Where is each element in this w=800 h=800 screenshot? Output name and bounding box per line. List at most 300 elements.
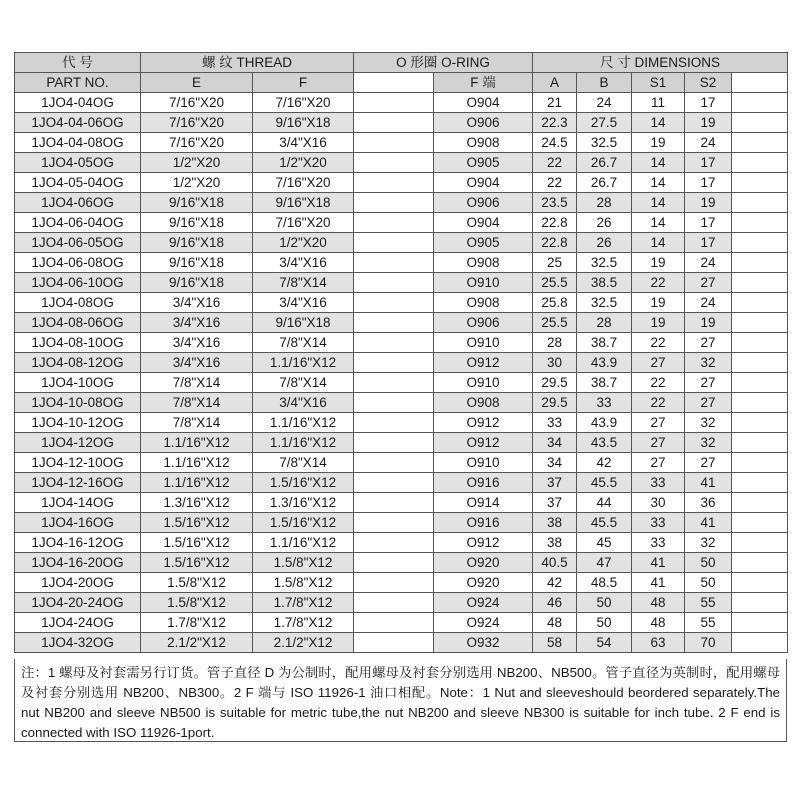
cell-part-no: 1JO4-12OG — [15, 433, 141, 453]
cell-dim-s1: 33 — [632, 533, 685, 553]
table-row — [15, 193, 788, 213]
cell-dim-s2: 32 — [685, 533, 732, 553]
spec-table-body — [15, 93, 788, 653]
header-b: B — [577, 73, 632, 93]
cell-oring: O904 — [434, 173, 533, 193]
cell-dim-a: 40.5 — [533, 553, 577, 573]
table-row — [15, 553, 788, 573]
cell-blank — [732, 553, 788, 573]
cell-thread-f: 1.1/16"X12 — [253, 413, 354, 433]
cell-dim-a: 46 — [533, 593, 577, 613]
cell-part-no: 1JO4-20OG — [15, 573, 141, 593]
cell-blank — [354, 413, 434, 433]
cell-blank — [732, 493, 788, 513]
cell-oring: O920 — [434, 573, 533, 593]
cell-oring: O912 — [434, 413, 533, 433]
cell-part-no: 1JO4-04-08OG — [15, 133, 141, 153]
cell-part-no: 1JO4-16OG — [15, 513, 141, 533]
cell-blank — [732, 133, 788, 153]
header-s2: S2 — [685, 73, 732, 93]
cell-dim-s2: 32 — [685, 353, 732, 373]
cell-blank — [354, 453, 434, 473]
cell-oring: O908 — [434, 393, 533, 413]
cell-dim-s2: 24 — [685, 133, 732, 153]
cell-part-no: 1JO4-06OG — [15, 193, 141, 213]
cell-dim-s2: 50 — [685, 553, 732, 573]
cell-thread-f: 1.5/16"X12 — [253, 513, 354, 533]
cell-part-no: 1JO4-05-04OG — [15, 173, 141, 193]
cell-oring: O910 — [434, 453, 533, 473]
cell-dim-a: 25.5 — [533, 273, 577, 293]
cell-thread-f: 7/16"X20 — [253, 213, 354, 233]
cell-blank — [354, 193, 434, 213]
header-a: A — [533, 73, 577, 93]
cell-dim-s1: 19 — [632, 313, 685, 333]
cell-thread-e: 9/16"X18 — [141, 253, 253, 273]
cell-part-no: 1JO4-06-04OG — [15, 213, 141, 233]
cell-blank — [354, 293, 434, 313]
cell-blank — [732, 473, 788, 493]
cell-thread-e: 7/8"X14 — [141, 393, 253, 413]
cell-dim-s1: 30 — [632, 493, 685, 513]
table-row — [15, 453, 788, 473]
cell-blank — [354, 613, 434, 633]
cell-dim-s2: 50 — [685, 573, 732, 593]
cell-dim-a: 28 — [533, 333, 577, 353]
cell-thread-f: 2.1/2"X12 — [253, 633, 354, 653]
cell-dim-s2: 27 — [685, 273, 732, 293]
cell-blank — [732, 273, 788, 293]
cell-dim-s1: 19 — [632, 133, 685, 153]
cell-blank — [732, 533, 788, 553]
table-row — [15, 593, 788, 613]
cell-part-no: 1JO4-05OG — [15, 153, 141, 173]
cell-dim-s2: 19 — [685, 193, 732, 213]
cell-oring: O910 — [434, 333, 533, 353]
cell-dim-s2: 32 — [685, 413, 732, 433]
cell-part-no: 1JO4-10-12OG — [15, 413, 141, 433]
cell-thread-f: 1.1/16"X12 — [253, 433, 354, 453]
cell-thread-f: 1.7/8"X12 — [253, 613, 354, 633]
cell-dim-s1: 33 — [632, 513, 685, 533]
cell-thread-f: 1.1/16"X12 — [253, 353, 354, 373]
cell-blank — [354, 133, 434, 153]
cell-dim-s1: 14 — [632, 233, 685, 253]
table-row — [15, 253, 788, 273]
table-row — [15, 393, 788, 413]
cell-blank — [732, 93, 788, 113]
cell-oring: O908 — [434, 253, 533, 273]
cell-dim-b: 26 — [577, 233, 632, 253]
cell-dim-s2: 17 — [685, 93, 732, 113]
cell-dim-b: 45.5 — [577, 513, 632, 533]
cell-oring: O912 — [434, 433, 533, 453]
cell-thread-e: 1.5/16"X12 — [141, 513, 253, 533]
cell-blank — [354, 593, 434, 613]
cell-thread-e: 9/16"X18 — [141, 213, 253, 233]
cell-dim-a: 22 — [533, 153, 577, 173]
cell-blank — [354, 533, 434, 553]
cell-part-no: 1JO4-06-08OG — [15, 253, 141, 273]
table-row — [15, 213, 788, 233]
cell-thread-e: 1.5/16"X12 — [141, 553, 253, 573]
cell-dim-b: 45.5 — [577, 473, 632, 493]
cell-blank — [732, 253, 788, 273]
cell-dim-a: 22.3 — [533, 113, 577, 133]
table-row — [15, 313, 788, 333]
cell-thread-e: 1/2"X20 — [141, 173, 253, 193]
cell-part-no: 1JO4-32OG — [15, 633, 141, 653]
header-f-end: F 端 — [434, 73, 533, 93]
header-dimensions: 尺 寸 DIMENSIONS — [533, 53, 788, 73]
cell-dim-b: 32.5 — [577, 133, 632, 153]
cell-thread-e: 1.7/8"X12 — [141, 613, 253, 633]
cell-thread-e: 7/16"X20 — [141, 113, 253, 133]
cell-dim-s2: 27 — [685, 333, 732, 353]
table-row — [15, 113, 788, 133]
cell-thread-f: 7/8"X14 — [253, 373, 354, 393]
cell-thread-f: 7/8"X14 — [253, 453, 354, 473]
cell-blank — [732, 153, 788, 173]
cell-thread-e: 3/4"X16 — [141, 293, 253, 313]
header-thread: 螺 纹 THREAD — [141, 53, 354, 73]
cell-blank — [354, 113, 434, 133]
table-row — [15, 473, 788, 493]
header-e: E — [141, 73, 253, 93]
cell-oring: O914 — [434, 493, 533, 513]
table-row — [15, 133, 788, 153]
cell-oring: O912 — [434, 533, 533, 553]
cell-thread-e: 1.1/16"X12 — [141, 473, 253, 493]
cell-thread-f: 1.1/16"X12 — [253, 533, 354, 553]
cell-oring: O916 — [434, 513, 533, 533]
cell-thread-e: 7/8"X14 — [141, 413, 253, 433]
cell-dim-s2: 32 — [685, 433, 732, 453]
cell-dim-s1: 27 — [632, 353, 685, 373]
cell-dim-s2: 24 — [685, 293, 732, 313]
cell-dim-a: 58 — [533, 633, 577, 653]
header-code-cn: 代 号 — [15, 53, 141, 73]
cell-oring: O906 — [434, 193, 533, 213]
cell-oring: O904 — [434, 93, 533, 113]
cell-oring: O910 — [434, 273, 533, 293]
cell-oring: O920 — [434, 553, 533, 573]
cell-dim-s2: 36 — [685, 493, 732, 513]
cell-blank — [732, 333, 788, 353]
cell-dim-s2: 55 — [685, 613, 732, 633]
cell-thread-f: 7/8"X14 — [253, 273, 354, 293]
cell-blank — [354, 93, 434, 113]
cell-dim-a: 25.8 — [533, 293, 577, 313]
cell-dim-s1: 14 — [632, 113, 685, 133]
cell-thread-e: 1.5/8"X12 — [141, 593, 253, 613]
cell-dim-s1: 22 — [632, 373, 685, 393]
cell-dim-b: 42 — [577, 453, 632, 473]
table-row — [15, 513, 788, 533]
cell-dim-s1: 19 — [632, 293, 685, 313]
cell-thread-f: 3/4"X16 — [253, 393, 354, 413]
cell-blank — [732, 453, 788, 473]
cell-blank — [732, 633, 788, 653]
cell-dim-a: 22.8 — [533, 213, 577, 233]
cell-dim-s1: 48 — [632, 613, 685, 633]
cell-dim-b: 50 — [577, 613, 632, 633]
cell-thread-e: 9/16"X18 — [141, 273, 253, 293]
cell-dim-a: 21 — [533, 93, 577, 113]
table-row — [15, 493, 788, 513]
cell-part-no: 1JO4-04OG — [15, 93, 141, 113]
cell-blank — [732, 373, 788, 393]
cell-dim-b: 50 — [577, 593, 632, 613]
cell-blank — [354, 633, 434, 653]
cell-oring: O908 — [434, 293, 533, 313]
cell-dim-s1: 11 — [632, 93, 685, 113]
cell-blank — [732, 213, 788, 233]
cell-blank — [732, 513, 788, 533]
cell-dim-s1: 27 — [632, 433, 685, 453]
cell-blank — [354, 373, 434, 393]
cell-blank — [732, 393, 788, 413]
cell-dim-s2: 17 — [685, 153, 732, 173]
cell-part-no: 1JO4-14OG — [15, 493, 141, 513]
cell-blank — [732, 113, 788, 133]
cell-blank — [732, 313, 788, 333]
cell-part-no: 1JO4-08-10OG — [15, 333, 141, 353]
cell-dim-a: 33 — [533, 413, 577, 433]
cell-thread-e: 7/8"X14 — [141, 373, 253, 393]
table-row — [15, 633, 788, 653]
cell-thread-e: 7/16"X20 — [141, 93, 253, 113]
cell-dim-a: 23.5 — [533, 193, 577, 213]
cell-dim-s2: 41 — [685, 473, 732, 493]
cell-oring: O912 — [434, 353, 533, 373]
table-row — [15, 273, 788, 293]
cell-dim-a: 25 — [533, 253, 577, 273]
cell-dim-s2: 19 — [685, 313, 732, 333]
table-row — [15, 533, 788, 553]
cell-blank — [354, 273, 434, 293]
cell-oring: O904 — [434, 213, 533, 233]
cell-part-no: 1JO4-06-05OG — [15, 233, 141, 253]
cell-thread-f: 1.5/8"X12 — [253, 553, 354, 573]
cell-dim-s1: 14 — [632, 193, 685, 213]
table-row — [15, 233, 788, 253]
cell-part-no: 1JO4-12-10OG — [15, 453, 141, 473]
cell-dim-s2: 27 — [685, 373, 732, 393]
table-row — [15, 293, 788, 313]
cell-dim-s1: 22 — [632, 393, 685, 413]
cell-thread-e: 3/4"X16 — [141, 333, 253, 353]
table-row — [15, 613, 788, 633]
cell-thread-e: 1/2"X20 — [141, 153, 253, 173]
cell-part-no: 1JO4-24OG — [15, 613, 141, 633]
cell-dim-s2: 17 — [685, 213, 732, 233]
cell-dim-b: 32.5 — [577, 253, 632, 273]
cell-dim-s1: 63 — [632, 633, 685, 653]
header-oring: O 形圈 O-RING — [354, 53, 533, 73]
cell-dim-a: 22.8 — [533, 233, 577, 253]
cell-dim-s2: 24 — [685, 253, 732, 273]
cell-oring: O916 — [434, 473, 533, 493]
cell-dim-a: 22 — [533, 173, 577, 193]
cell-thread-f: 3/4"X16 — [253, 133, 354, 153]
cell-oring: O924 — [434, 593, 533, 613]
cell-dim-a: 34 — [533, 433, 577, 453]
cell-blank — [354, 253, 434, 273]
cell-blank — [354, 333, 434, 353]
cell-blank — [354, 353, 434, 373]
table-row — [15, 413, 788, 433]
cell-dim-s1: 22 — [632, 333, 685, 353]
cell-dim-b: 38.7 — [577, 333, 632, 353]
cell-dim-b: 48.5 — [577, 573, 632, 593]
table-row — [15, 173, 788, 193]
cell-dim-a: 30 — [533, 353, 577, 373]
cell-dim-b: 47 — [577, 553, 632, 573]
cell-oring: O924 — [434, 613, 533, 633]
cell-dim-b: 44 — [577, 493, 632, 513]
cell-part-no: 1JO4-04-06OG — [15, 113, 141, 133]
cell-blank — [354, 313, 434, 333]
cell-dim-b: 38.7 — [577, 373, 632, 393]
cell-dim-s2: 70 — [685, 633, 732, 653]
cell-oring: O932 — [434, 633, 533, 653]
cell-thread-f: 7/16"X20 — [253, 173, 354, 193]
cell-thread-f: 7/8"X14 — [253, 333, 354, 353]
cell-dim-b: 54 — [577, 633, 632, 653]
cell-dim-s1: 14 — [632, 173, 685, 193]
cell-dim-s2: 17 — [685, 173, 732, 193]
cell-dim-s2: 19 — [685, 113, 732, 133]
cell-thread-f: 1/2"X20 — [253, 153, 354, 173]
cell-dim-a: 38 — [533, 533, 577, 553]
cell-dim-b: 45 — [577, 533, 632, 553]
cell-part-no: 1JO4-12-16OG — [15, 473, 141, 493]
cell-dim-s1: 27 — [632, 413, 685, 433]
cell-part-no: 1JO4-08-12OG — [15, 353, 141, 373]
header-blank — [732, 73, 788, 93]
cell-thread-f: 1.7/8"X12 — [253, 593, 354, 613]
cell-blank — [354, 173, 434, 193]
cell-dim-s1: 14 — [632, 153, 685, 173]
cell-blank — [732, 593, 788, 613]
cell-blank — [354, 513, 434, 533]
cell-dim-s1: 14 — [632, 213, 685, 233]
cell-thread-f: 1.5/16"X12 — [253, 473, 354, 493]
cell-oring: O905 — [434, 153, 533, 173]
cell-dim-b: 32.5 — [577, 293, 632, 313]
cell-thread-e: 9/16"X18 — [141, 193, 253, 213]
cell-dim-s1: 41 — [632, 553, 685, 573]
cell-blank — [732, 573, 788, 593]
cell-dim-a: 29.5 — [533, 373, 577, 393]
cell-dim-a: 37 — [533, 473, 577, 493]
cell-blank — [732, 613, 788, 633]
cell-thread-e: 2.1/2"X12 — [141, 633, 253, 653]
cell-dim-s1: 48 — [632, 593, 685, 613]
cell-blank — [732, 193, 788, 213]
cell-dim-b: 43.5 — [577, 433, 632, 453]
cell-dim-b: 27.5 — [577, 113, 632, 133]
cell-dim-a: 48 — [533, 613, 577, 633]
header-blank — [354, 73, 434, 93]
cell-thread-f: 7/16"X20 — [253, 93, 354, 113]
cell-dim-b: 38.5 — [577, 273, 632, 293]
cell-part-no: 1JO4-16-12OG — [15, 533, 141, 553]
cell-blank — [354, 573, 434, 593]
cell-part-no: 1JO4-08-06OG — [15, 313, 141, 333]
cell-dim-b: 26 — [577, 213, 632, 233]
cell-oring: O906 — [434, 313, 533, 333]
cell-oring: O910 — [434, 373, 533, 393]
cell-dim-s2: 27 — [685, 453, 732, 473]
cell-blank — [354, 233, 434, 253]
cell-dim-a: 38 — [533, 513, 577, 533]
cell-dim-s1: 27 — [632, 453, 685, 473]
cell-thread-e: 1.1/16"X12 — [141, 453, 253, 473]
cell-blank — [354, 553, 434, 573]
cell-dim-a: 37 — [533, 493, 577, 513]
cell-thread-e: 7/16"X20 — [141, 133, 253, 153]
cell-blank — [732, 173, 788, 193]
cell-blank — [354, 213, 434, 233]
table-row — [15, 153, 788, 173]
cell-blank — [732, 233, 788, 253]
table-row — [15, 353, 788, 373]
cell-thread-e: 1.1/16"X12 — [141, 433, 253, 453]
cell-thread-e: 3/4"X16 — [141, 353, 253, 373]
cell-part-no: 1JO4-06-10OG — [15, 273, 141, 293]
cell-thread-f: 9/16"X18 — [253, 113, 354, 133]
cell-dim-s1: 41 — [632, 573, 685, 593]
header-f: F — [253, 73, 354, 93]
cell-dim-b: 26.7 — [577, 173, 632, 193]
cell-dim-s1: 19 — [632, 253, 685, 273]
cell-thread-f: 3/4"X16 — [253, 293, 354, 313]
cell-thread-e: 1.5/8"X12 — [141, 573, 253, 593]
cell-dim-a: 29.5 — [533, 393, 577, 413]
cell-dim-s1: 22 — [632, 273, 685, 293]
cell-blank — [732, 293, 788, 313]
cell-dim-a: 25.5 — [533, 313, 577, 333]
cell-dim-s2: 55 — [685, 593, 732, 613]
cell-dim-b: 33 — [577, 393, 632, 413]
footnote: 注：1 螺母及衬套需另行订货。管子直径 D 为公制时，配用螺母及衬套分别选用 NB200、NB500。管子直径为英制时，配用螺母及衬套分别选用 NB200、NB300。2 F 端与 ISO 11926-1 油口相配。Note：1 Nut and sleeveshould beordered separately.The nut NB200 and sleeve NB500 is suitable for metric tube,the nut NB200 and sleeve NB300 is suitable for inch tube. 2 F end is connected with ISO 11926-1port. — [14, 659, 787, 742]
cell-oring: O908 — [434, 133, 533, 153]
cell-thread-e: 1.5/16"X12 — [141, 533, 253, 553]
cell-blank — [354, 433, 434, 453]
cell-dim-s2: 27 — [685, 393, 732, 413]
cell-blank — [354, 493, 434, 513]
cell-dim-b: 26.7 — [577, 153, 632, 173]
cell-dim-a: 42 — [533, 573, 577, 593]
cell-dim-s2: 41 — [685, 513, 732, 533]
table-row — [15, 333, 788, 353]
cell-thread-f: 1.5/8"X12 — [253, 573, 354, 593]
cell-part-no: 1JO4-16-20OG — [15, 553, 141, 573]
cell-dim-a: 34 — [533, 453, 577, 473]
cell-dim-s2: 17 — [685, 233, 732, 253]
cell-thread-f: 3/4"X16 — [253, 253, 354, 273]
header-part-no: PART NO. — [15, 73, 141, 93]
cell-thread-f: 9/16"X18 — [253, 313, 354, 333]
cell-blank — [732, 433, 788, 453]
cell-blank — [354, 153, 434, 173]
cell-thread-e: 9/16"X18 — [141, 233, 253, 253]
cell-dim-b: 28 — [577, 313, 632, 333]
cell-dim-b: 43.9 — [577, 353, 632, 373]
cell-blank — [354, 473, 434, 493]
